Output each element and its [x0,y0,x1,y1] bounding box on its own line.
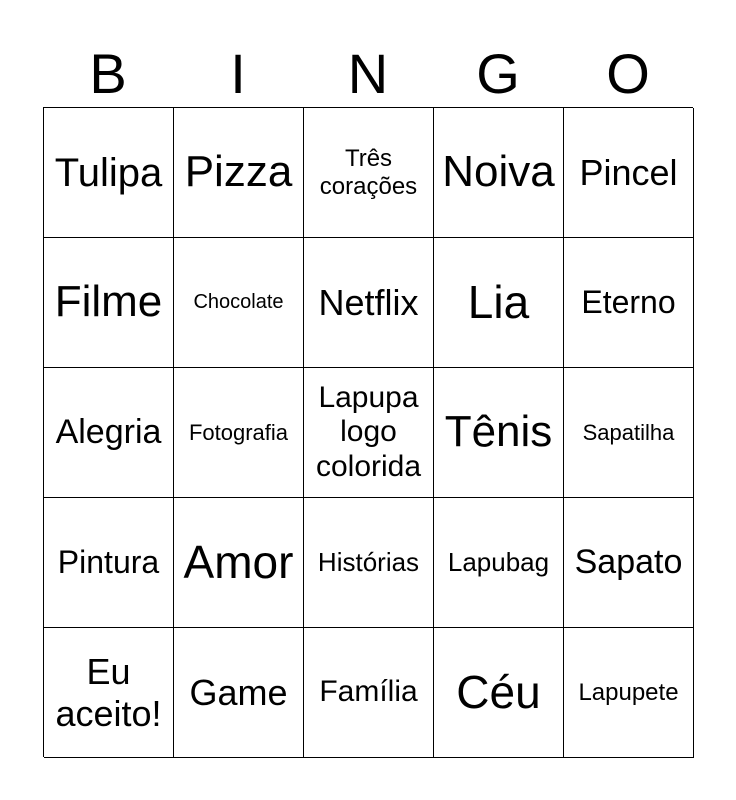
bingo-cell[interactable] [174,238,304,368]
bingo-cell[interactable] [434,238,564,368]
bingo-cell[interactable] [564,498,694,628]
cell-label: Eterno [581,284,676,321]
bingo-cell[interactable] [174,628,304,758]
cell-label: Chocolate [193,291,284,313]
cell-label: Eu aceito! [55,651,162,734]
cell-label: Lapubag [447,546,550,577]
bingo-cell[interactable] [304,238,434,368]
bingo-cell[interactable] [174,108,304,238]
cell-label: Lia [467,276,530,329]
bingo-cell[interactable] [44,628,174,758]
bingo-cell[interactable] [564,238,694,368]
cell-label: Game [189,671,288,713]
bingo-cell[interactable] [174,368,304,498]
bingo-cell[interactable] [434,368,564,498]
cell-label: Céu [456,666,541,719]
header-letter-o: O [606,42,650,105]
bingo-cell[interactable] [564,108,694,238]
bingo-cell[interactable] [304,498,434,628]
cell-label: Pizza [184,147,293,197]
bingo-cell[interactable] [434,628,564,758]
cell-label: Alegria [55,412,162,451]
cell-label: Netflix [318,281,419,323]
cell-label: Lapupete [578,678,679,706]
bingo-board [43,107,693,757]
bingo-cell[interactable] [44,238,174,368]
cell-label: Três corações [319,144,418,200]
cell-label: Pincel [579,151,678,193]
cell-label: Pintura [57,544,160,581]
bingo-cell[interactable] [434,108,564,238]
bingo-cell[interactable] [564,628,694,758]
cell-label: Tênis [444,407,553,457]
cell-label: Filme [54,277,163,327]
header-letter-n: N [347,42,389,105]
cell-label: Lapupa logo colorida [315,380,422,483]
cell-label: Sapato [574,542,683,581]
bingo-cell[interactable] [174,498,304,628]
bingo-cell[interactable] [434,498,564,628]
cell-label: Família [319,675,418,709]
cell-label: Noiva [442,147,555,197]
header-letter-g: G [476,42,520,105]
cell-label: Fotografia [188,419,289,445]
bingo-cell[interactable] [44,368,174,498]
bingo-cell[interactable] [44,498,174,628]
bingo-cell[interactable] [304,368,434,498]
cell-label: Tulipa [54,150,163,195]
cell-label: Histórias [317,546,420,577]
cell-label: Sapatilha [582,419,675,445]
header-letter-i: I [230,42,246,105]
bingo-header [43,40,693,108]
bingo-cell[interactable] [44,108,174,238]
bingo-cell[interactable] [304,628,434,758]
bingo-cell[interactable] [564,368,694,498]
bingo-cell[interactable] [304,108,434,238]
header-letter-b: B [89,42,127,105]
cell-label: Amor [183,536,294,589]
